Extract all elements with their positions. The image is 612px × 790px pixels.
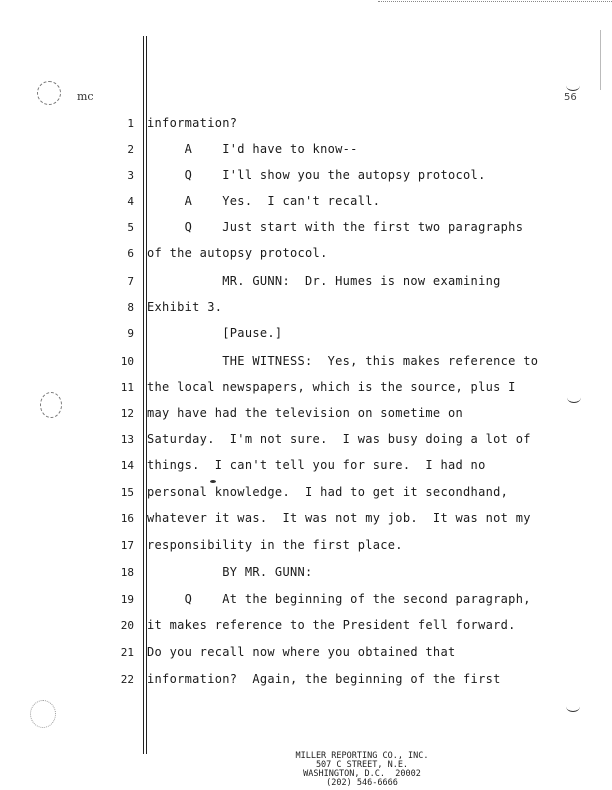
transcript-line: Q Just start with the first two paragraphs [147, 220, 524, 234]
transcript-line: [Pause.] [147, 326, 283, 340]
line-number: 19 [120, 593, 134, 606]
transcript-line: THE WITNESS: Yes, this makes reference to [147, 354, 539, 368]
line-number: 13 [120, 433, 134, 446]
line-number: 17 [120, 539, 134, 552]
reporter-footer [262, 752, 462, 788]
line-number: 12 [120, 407, 134, 420]
transcript-line: information? Again, the beginning of the first [147, 672, 501, 686]
binder-hole-icon [40, 392, 62, 418]
footer-street: 507 C STREET, N.E. [315, 760, 409, 770]
transcript-line: Q I'll show you the autopsy protocol. [147, 168, 486, 182]
footer-city: WASHINGTON, D.C. 20002 [303, 769, 421, 779]
transcript-line: responsibility in the first place. [147, 538, 403, 552]
line-number: 22 [120, 673, 134, 686]
check-mark-icon [566, 80, 580, 91]
transcript-line: MR. GUNN: Dr. Humes is now examining [147, 274, 501, 288]
transcript-line: the local newspapers, which is the source, plus I [147, 380, 516, 394]
transcript-line: whatever it was. It was not my job. It was not my [147, 511, 531, 525]
transcript-line: BY MR. GUNN: [147, 565, 313, 579]
line-number: 7 [127, 275, 134, 288]
transcript-line: information? [147, 116, 238, 130]
line-number: 8 [127, 301, 134, 314]
left-margin-rule [143, 36, 144, 754]
transcript-line: may have had the television on sometime on [147, 406, 464, 420]
transcript-line: Q At the beginning of the second paragraph, [147, 592, 531, 606]
line-number: 18 [120, 566, 134, 579]
line-number: 16 [120, 512, 134, 525]
transcript-line: things. I can't tell you for sure. I had no [147, 458, 486, 472]
ink-speck [210, 480, 216, 483]
transcript-line: A Yes. I can't recall. [147, 194, 381, 208]
transcript-line: Do you recall now where you obtained that [147, 645, 456, 659]
line-number: 1 [127, 117, 134, 130]
check-mark-icon [566, 701, 580, 712]
transcript-line: Exhibit 3. [147, 300, 223, 314]
transcript-line: personal knowledge. I had to get it secondhand, [147, 485, 509, 499]
line-number: 4 [127, 195, 134, 208]
transcript-line: A I'd have to know-- [147, 142, 358, 156]
page-number: 56 [564, 92, 577, 103]
footer-company: MILLER REPORTING CO., INC. [295, 751, 429, 761]
line-number: 2 [127, 143, 134, 156]
line-number: 6 [127, 247, 134, 260]
transcript-line: Saturday. I'm not sure. I was busy doing a lot of [147, 432, 531, 446]
line-number: 10 [120, 355, 134, 368]
line-number: 3 [127, 169, 134, 182]
line-number: 14 [120, 459, 134, 472]
binder-hole-icon [30, 700, 56, 728]
top-edge-rule [378, 1, 612, 2]
line-number: 5 [127, 221, 134, 234]
footer-phone: (202) 546-6666 [326, 778, 398, 788]
line-number: 20 [120, 619, 134, 632]
binder-hole-icon [37, 81, 61, 105]
reporter-initials: mc [77, 90, 94, 103]
transcript-line: it makes reference to the President fell forward. [147, 618, 516, 632]
line-number: 15 [120, 486, 134, 499]
line-number: 21 [120, 646, 134, 659]
right-edge-mark [600, 30, 601, 90]
line-number: 9 [127, 327, 134, 340]
transcript-line: of the autopsy protocol. [147, 246, 328, 260]
line-number: 11 [120, 381, 134, 394]
